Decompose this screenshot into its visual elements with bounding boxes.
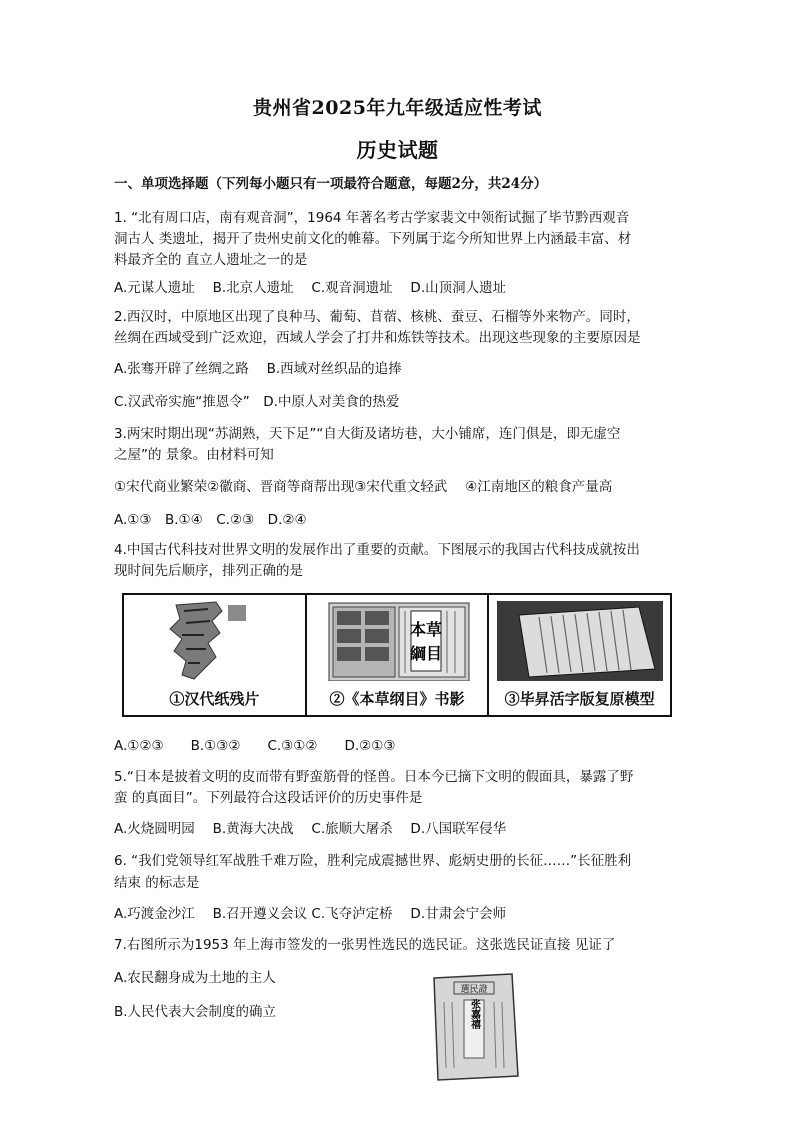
question-1-options: A.元谋人遗址 B.北京人遗址 C.观音洞遗址 D.山顶洞人遗址: [114, 280, 507, 296]
question-7-line-1: 7.右图所示为1953 年上海市签发的一张男性选民的选民证。这张选民证直接 见证了: [114, 937, 616, 953]
question-5-options: A.火烧圆明园 B.黄海大决战 C.旅顺大屠杀 D.八国联军侵华: [114, 821, 507, 837]
question-3-options: A.①③ B.①④ C.②③ D.②④: [114, 512, 307, 528]
question-6-options: A.巧渡金沙江 B.召开遵义会议 C.飞夺泸定桥 D.甘肃会宁会师: [114, 906, 507, 922]
voter-card-header: 選民證: [460, 985, 488, 995]
movable-type-image: [489, 599, 669, 681]
question-6-line-2: 结束 的标志是: [114, 875, 200, 891]
panel-movable-type: [489, 595, 670, 715]
book-title-bottom: 綱目: [409, 644, 442, 663]
question-7-option-b: B.人民代表大会制度的确立: [114, 1004, 277, 1020]
question-6-line-1: 6. “我们党领导红军战胜千难万险，胜利完成震撼世界、彪炳史册的长征……”长征胜利: [114, 853, 632, 869]
question-2-line-2: 丝绸在西域受到广泛欢迎，西域人学会了打井和炼铁等技术。出现这些现象的主要原因是: [114, 330, 641, 346]
caption-2: ②《本草纲目》书影: [329, 690, 465, 708]
question-2-line-1: 2.西汉时，中原地区出现了良种马、葡萄、苜蓿、核桃、蚕豆、石榴等外来物产。同时，: [114, 309, 640, 325]
question-7-option-a: A.农民翻身成为土地的主人: [114, 970, 276, 986]
question-2-options-cd: C.汉武帝实施“推恩令” D.中原人对美食的热爱: [114, 394, 400, 410]
voter-card-image: [428, 972, 520, 1082]
question-4-line-1: 4.中国古代科技对世界文明的发展作出了重要的贡献。下图展示的我国古代科技成就按出: [114, 542, 640, 558]
question-1-line-1: 1. “北有周口店，南有观音洞”，1964 年著名考古学家裴文中领衔试掘了毕节黔西观音: [114, 210, 630, 226]
book-title-top: 本草: [409, 620, 442, 639]
question-3-line-1: 3.两宋时期出现“苏湖熟，天下足”“自大街及诸坊巷，大小铺席，连门俱是，即无虚空: [114, 426, 621, 442]
question-1-line-2: 洞古人 类遗址，揭开了贵州史前文化的帷幕。下列属于迄今所知世界上内涵最丰富、材: [114, 231, 632, 247]
exam-subtitle: 历史试题: [356, 138, 439, 162]
question-4-line-2: 现时间先后顺序，排列正确的是: [114, 563, 303, 579]
section-heading: 一、单项选择题（下列每小题只有一项最符合题意，每题2分，共24分）: [114, 176, 548, 192]
question-4-options: A.①②③ B.①③② C.③①② D.②①③: [114, 738, 396, 754]
voter-name: 张嘉禧: [468, 999, 480, 1029]
science-achievements-figure: [122, 593, 672, 717]
question-5-line-2: 蛮 的真面目”。下列最符合这段话评价的历史事件是: [114, 790, 423, 806]
caption-3: ③毕昇活字版复原模型: [504, 690, 655, 708]
question-2-options-ab: A.张骞开辟了丝绸之路 B.西域对丝织品的追捧: [114, 361, 402, 377]
bencao-book-image: [307, 599, 489, 681]
paper-fragment-image: [124, 599, 304, 681]
question-3-line-2: 之屋”的 景象。由材料可知: [114, 447, 274, 463]
caption-1: ①汉代纸残片: [169, 690, 260, 708]
question-1-line-3: 料最齐全的 直立人遗址之一的是: [114, 252, 308, 268]
exam-title: 贵州省2025年九年级适应性考试: [253, 97, 542, 119]
panel-han-paper: [124, 595, 307, 715]
question-3-statements: ①宋代商业繁荣②徽商、晋商等商帮出现③宋代重文轻武 ④江南地区的粮食产量高: [114, 479, 613, 495]
panel-bencao-gangmu: [307, 595, 490, 715]
question-5-line-1: 5.“日本是披着文明的皮而带有野蛮筋骨的怪兽。日本今已摘下文明的假面具，暴露了野: [114, 769, 634, 785]
